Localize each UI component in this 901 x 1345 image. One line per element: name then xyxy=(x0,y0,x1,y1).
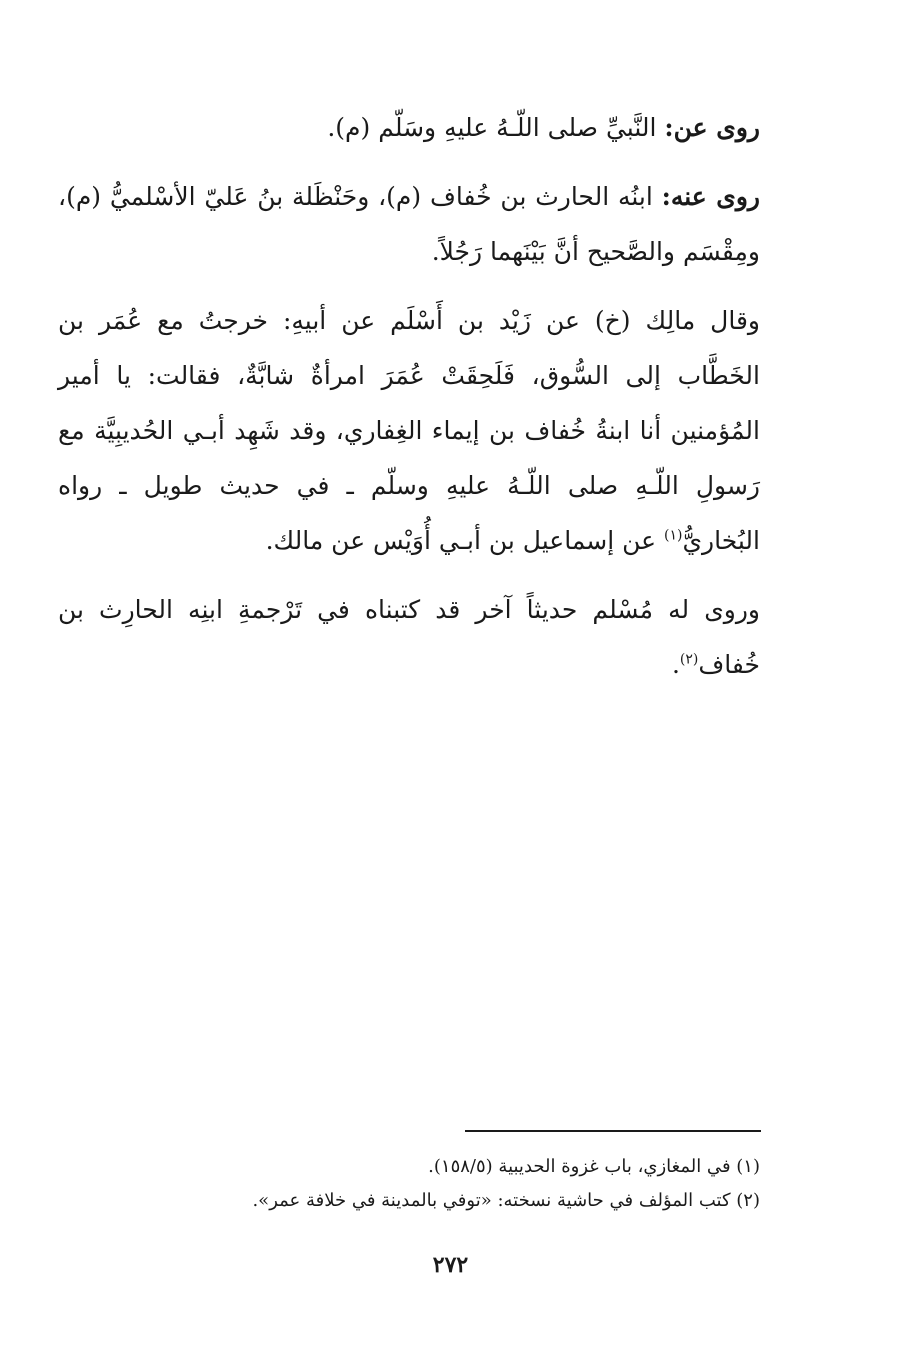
paragraph-malik-report xyxy=(58,293,760,568)
malik-report-text-end: عن إسماعيل بن أبـي أُوَيْس عن مالك. xyxy=(265,526,665,555)
footnote-2: (٢) كتب المؤلف في حاشية نسخته: «توفي بالمدينة في خلافة عمر». xyxy=(252,1190,760,1211)
paragraph-narrated-by xyxy=(58,169,760,279)
page-number: ٢٧٢ xyxy=(432,1252,469,1278)
footnote-divider xyxy=(465,1130,761,1132)
narrated-from-text: النَّبيِّ صلى اللّـهُ عليهِ وسَلّم (م). xyxy=(327,113,665,142)
footnote-marker-1[interactable]: (١) xyxy=(664,527,683,544)
muslim-report-text: وروى له مُسْلم حديثاً آخر قد كتبناه في تَرْجمةِ ابنِه الحارِث بن خُفاف xyxy=(58,595,760,679)
malik-report-text: وقال مالِك (خ) عن زَيْد بن أَسْلَم عن أبيهِ: خرجتُ مع عُمَر بن الخَطَّاب إلى السُّوق، فَلَحِقَتْ عُمَرَ امرأةٌ شابَّةٌ، فقالت: يا أمير المُؤمنين أنا ابنةُ خُفاف بن إيماء الغِفاري، وقد شَهِد أبـي الحُديبِيَّة مع رَسولِ اللّـهِ صلى اللّـهُ عليهِ وسلّم ـ في حديث طويل ـ رواه البُخاريُّ xyxy=(58,306,760,555)
paragraph-muslim-report xyxy=(58,582,760,692)
muslim-report-text-end: . xyxy=(671,650,680,679)
footnote-marker-2[interactable]: (٢) xyxy=(679,651,699,668)
main-text xyxy=(58,100,760,706)
narrated-from-label: روى عن: xyxy=(664,113,760,142)
footnote-1: (١) في المغازي، باب غزوة الحديبية (١٥٨/٥). xyxy=(428,1156,760,1177)
narrated-by-label: روى عنه: xyxy=(661,182,760,211)
paragraph-narrated-from xyxy=(58,100,760,155)
footnotes xyxy=(58,1150,760,1218)
narrated-by-text: ابنُه الحارث بن خُفاف (م)، وحَنْظَلة بنُ عَليّ الأسْلميُّ (م)، ومِقْسَم والصَّحيح أنَّ بَيْنَهما رَجُلاً. xyxy=(58,182,760,266)
